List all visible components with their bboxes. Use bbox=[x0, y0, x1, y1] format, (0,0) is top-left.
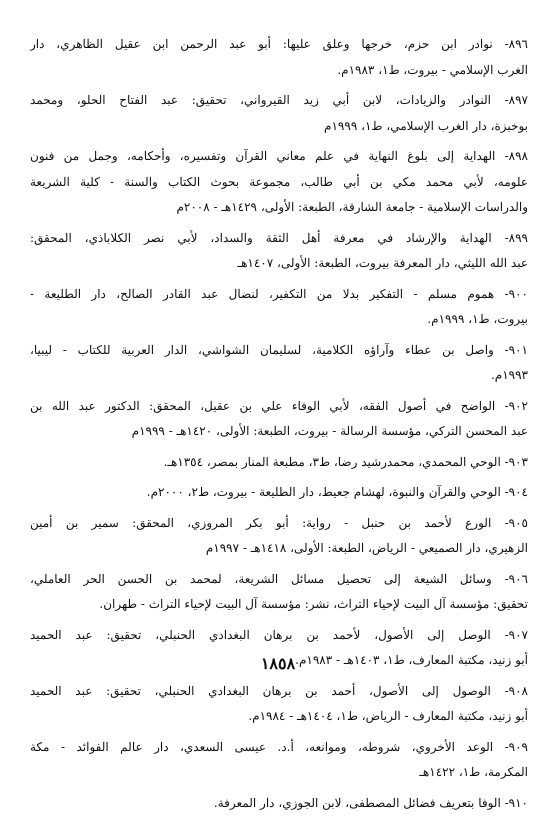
entry-line-first: ٩٠١- واصل بن عطاء وآراؤه الكلامية، لسليمان الشواشي، الدار العربية للكتاب - ليبيا، bbox=[30, 342, 528, 357]
bibliography-entry bbox=[30, 567, 528, 618]
entry-line-first: ٨٩٧- النوادر والزيادات، لابن أبي زيد القيرواني، تحقيق: عبد الفتاح الحلو، ومحمد bbox=[30, 93, 528, 107]
entry-line-first: ٩٠٩- الوعد الأخروي، شروطه، وموانعه، أ.د. عيسى السعدي، دار عالم الفوائد - مكة bbox=[30, 739, 528, 754]
bibliography-entry bbox=[30, 735, 528, 786]
entry-line-first: ٩٠٢- الواضح في أصول الفقه، لأبي الوفاء علي بن عقيل، المحقق: الدكتور عبد الله بن bbox=[30, 398, 528, 413]
bibliography-entry bbox=[30, 511, 528, 562]
entry-line-first: ٩٠٥- الورع لأحمد بن حنبل - رواية: أبو بكر المروزي، المحقق: سمير بن أمين bbox=[30, 515, 528, 530]
bibliography-entry bbox=[30, 679, 528, 730]
bibliography-entry bbox=[30, 480, 528, 506]
entry-line-continuation: والدراسات الإسلامية - جامعة الشارقة، الطبعة: الأولى، ١٤٢٩هـ - ٢٠٠٨م bbox=[176, 200, 528, 214]
bibliography-entry bbox=[30, 791, 528, 817]
entry-line-first: ٩٠٠- هموم مسلم - التفكير بدلا من التكفير، لنضال عبد القادر الصالح، دار الطليعة - bbox=[30, 286, 528, 301]
entry-line-first: ٨٩٦- نوادر ابن حزم، خرجها وعلق عليها: أبو عبد الرحمن ابن عقيل الظاهري، دار bbox=[30, 37, 528, 51]
bibliography-entry bbox=[30, 32, 528, 83]
entry-line-continuation: المكرمة، ط١، ١٤٢٢هـ bbox=[419, 765, 528, 779]
entry-line-first: ٨٩٨- الهداية إلى بلوغ النهاية في علم معاني القرآن وتفسيره، وأحكامه، وجمل من فنون bbox=[30, 149, 528, 163]
entry-line-first: ٩٠٤- الوحي والقرآن والنبوة، لهشام جعيط، دار الطليعة - بيروت، ط٢، ٢٠٠٠م. bbox=[146, 485, 528, 499]
entry-line-continuation: أبو زنيد، مكتبة المعارف - الرياض، ط١، ١٤٠٤هـ - ١٩٨٤م. bbox=[248, 709, 528, 723]
entry-line-continuation: بوخبزة، دار الغرب الإسلامي، ط١، ١٩٩٩م bbox=[324, 118, 528, 133]
entry-line-first: ٨٩٩- الهداية والإرشاد في معرفة أهل الثقة والسداد، لأبي نصر الكلاباذي، المحقق: bbox=[30, 230, 528, 245]
bibliography-entry bbox=[30, 394, 528, 445]
bibliography-entry bbox=[30, 338, 528, 389]
entry-line-continuation: أبو زنيد، مكتبة المعارف، ط١، ١٤٠٣هـ - ١٩٨٣م. bbox=[295, 653, 528, 667]
entry-line-continuation: ١٩٩٣م. bbox=[490, 368, 528, 382]
entry-line-continuation: تحقيق: مؤسسة آل البيت لإحياء التراث، نشر: مؤسسة آل البيت لإحياء التراث - طهران. bbox=[99, 597, 528, 611]
entry-line-continuation: علومه، لأبي محمد مكي بن أبي طالب، مجموعة بحوث الكتاب والسنة - كلية الشريعة bbox=[30, 174, 528, 189]
bibliography-entry bbox=[30, 450, 528, 476]
entry-line-continuation: عبد الله الليثي، دار المعرفة بيروت، الطبعة: الأولى، ١٤٠٧هـ bbox=[237, 256, 528, 270]
entry-line-first: ٩٠٣- الوحي المحمدي، محمدرشيد رضا، ط٣، مطبعة المنار بمصر، ١٣٥٤هـ. bbox=[163, 454, 528, 469]
bibliography-entry bbox=[30, 282, 528, 333]
entry-line-continuation: بيروت، ط١، ١٩٩٩م. bbox=[427, 312, 528, 326]
entry-line-first: ٩٠٦- وسائل الشيعة إلى تحصيل مسائل الشريعة، لمحمد بن الحسن الحر العاملي، bbox=[30, 571, 528, 586]
entry-line-first: ٩٠٧- الوصل إلى الأصول، لأحمد بن برهان البغدادي الحنبلي، تحقيق: عبد الحميد bbox=[30, 627, 528, 642]
page-number: ١٨٥٨ bbox=[260, 654, 296, 673]
entry-line-first: ٩٠٨- الوصول إلى الأصول، أحمد بن برهان البغدادي الحنبلي، تحقيق: عبد الحميد bbox=[30, 683, 528, 698]
bibliography-entry bbox=[30, 88, 528, 139]
entry-line-continuation: الزهيري، دار الصميعي - الرياض، الطبعة: الأولى، ١٤١٨هـ - ١٩٩٧م bbox=[205, 541, 528, 555]
entry-line-continuation: الغرب الإسلامي - بيروت، ط١، ١٩٨٣م. bbox=[337, 62, 528, 77]
entry-line-first: ٩١٠- الوفا بتعريف فضائل المصطفى، لابن الجوزي، دار المعرفة. bbox=[213, 795, 528, 810]
bibliography-entry bbox=[30, 144, 528, 221]
bibliography-entry bbox=[30, 226, 528, 277]
entry-line-continuation: عبد المحسن التركي، مؤسسة الرسالة - بيروت، الطبعة: الأولى، ١٤٢٠هـ - ١٩٩٩م bbox=[131, 424, 528, 438]
bibliography-list bbox=[30, 32, 528, 821]
